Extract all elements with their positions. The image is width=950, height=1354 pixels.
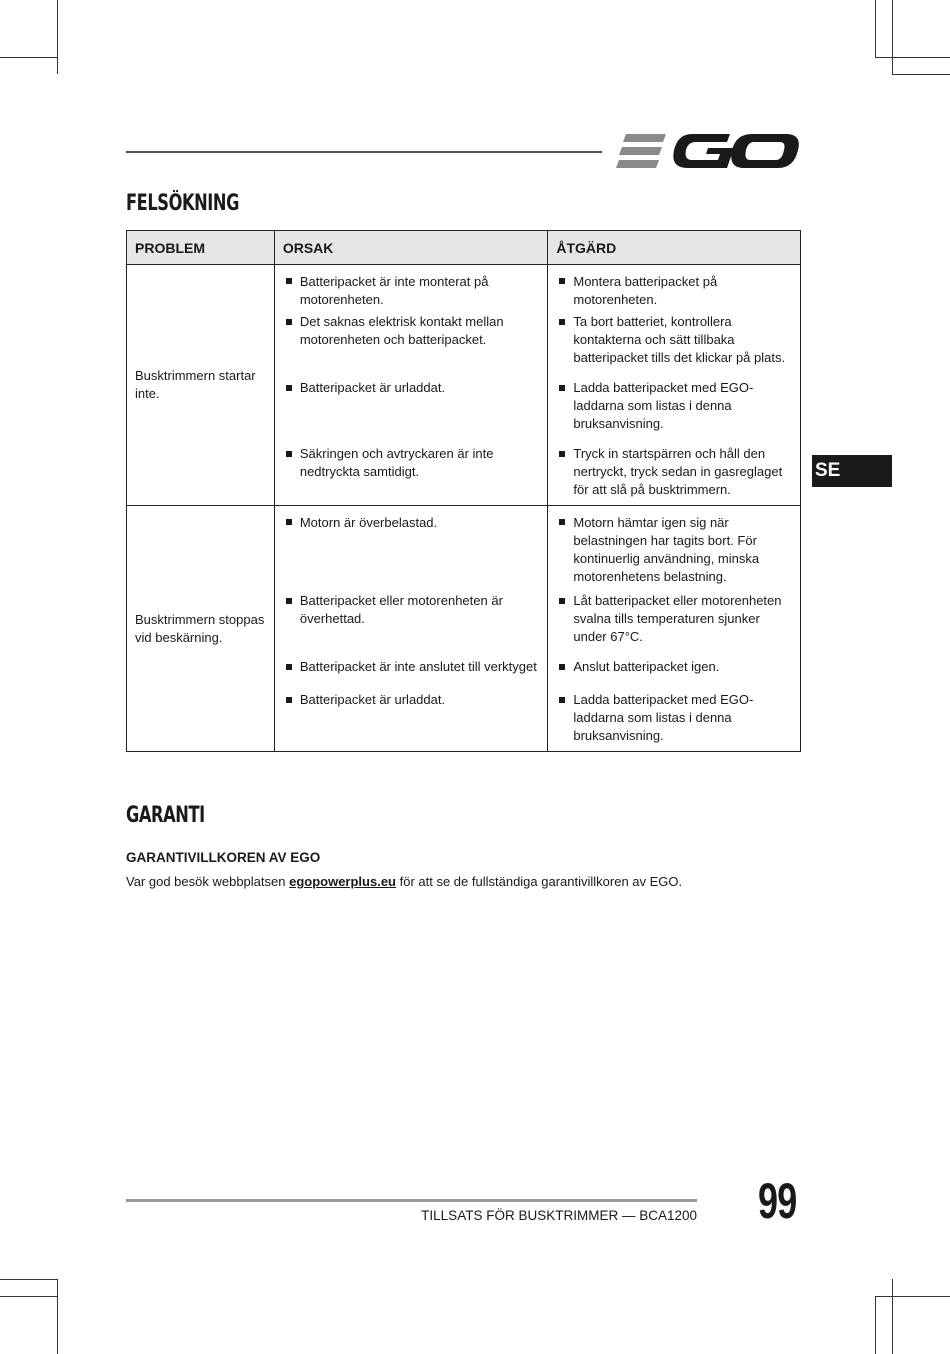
crop-mark xyxy=(875,0,876,57)
cause-item: Batteripacket är urladdat. xyxy=(275,379,548,445)
crop-mark xyxy=(0,1296,57,1297)
column-header-cause: ORSAK xyxy=(274,231,548,265)
cause-cell xyxy=(274,658,548,691)
table-row xyxy=(127,506,801,593)
crop-mark xyxy=(875,57,950,58)
cause-cell xyxy=(274,445,548,506)
action-item: Ladda batteripacket med EGO-laddarna som listas i denna bruksanvisning. xyxy=(548,379,800,445)
troubleshooting-table xyxy=(126,230,801,752)
cause-cell xyxy=(274,691,548,752)
crop-mark xyxy=(875,1296,950,1297)
ego-logo xyxy=(616,128,802,174)
cause-cell xyxy=(274,592,548,658)
troubleshooting-title: FELSÖKNING xyxy=(126,191,240,216)
cause-item: Säkringen och avtryckaren är inte nedtryckta samtidigt. xyxy=(275,445,548,505)
action-cell xyxy=(548,658,801,691)
warranty-link[interactable]: egopowerplus.eu xyxy=(289,874,396,889)
action-item: Låt batteripacket eller motorenheten svalna tills temperaturen sjunker under 67°C. xyxy=(548,592,800,658)
action-item: Ta bort batteriet, kontrollera kontakterna och sätt tillbaka batteripacket tills det klickar på plats. xyxy=(548,313,800,379)
footer-rule xyxy=(126,1199,697,1202)
cause-cell xyxy=(274,313,548,379)
problem-cell: Busktrimmern startar inte. xyxy=(127,265,275,506)
action-cell xyxy=(548,445,801,506)
warranty-text: Var god besök webbplatsen egopowerplus.eu för att se de fullständiga garantivillkoren av EGO. xyxy=(126,874,683,889)
cause-item: Motorn är överbelastad. xyxy=(275,506,548,592)
cause-item: Batteripacket är inte anslutet till verktyget xyxy=(275,658,548,691)
page-number: 99 xyxy=(758,1173,797,1229)
crop-mark xyxy=(57,0,58,74)
crop-mark xyxy=(875,1296,876,1354)
cause-item: Batteripacket eller motorenheten är överhettad. xyxy=(275,592,548,658)
cause-cell xyxy=(274,379,548,445)
action-item: Ladda batteripacket med EGO-laddarna som listas i denna bruksanvisning. xyxy=(548,691,800,751)
cause-item: Batteripacket är inte monterat på motorenheten. xyxy=(275,265,548,313)
table-row xyxy=(127,265,801,314)
action-cell xyxy=(548,265,801,314)
cause-cell xyxy=(274,506,548,593)
action-cell xyxy=(548,313,801,379)
crop-mark xyxy=(892,0,893,74)
action-item: Tryck in startspärren och håll den nertryckt, tryck sedan in gasreglaget för att slå på busktrimmern. xyxy=(548,445,800,505)
crop-mark xyxy=(892,1279,893,1354)
action-item: Montera batteripacket på motorenheten. xyxy=(548,265,800,313)
footer-text: TILLSATS FÖR BUSKTRIMMER — BCA1200 xyxy=(421,1208,697,1223)
crop-mark xyxy=(892,74,950,75)
column-header-problem: PROBLEM xyxy=(127,231,275,265)
language-tab: SE xyxy=(812,455,892,487)
cause-item: Det saknas elektrisk kontakt mellan motorenheten och batteripacket. xyxy=(275,313,548,379)
crop-mark xyxy=(0,1279,57,1280)
action-item: Anslut batteripacket igen. xyxy=(548,658,800,691)
action-cell xyxy=(548,691,801,752)
problem-cell: Busktrimmern stoppas vid beskärning. xyxy=(127,506,275,752)
cause-item: Batteripacket är urladdat. xyxy=(275,691,548,751)
header-rule xyxy=(126,151,602,153)
action-cell xyxy=(548,506,801,593)
column-header-action: ÅTGÄRD xyxy=(548,231,801,265)
cause-cell xyxy=(274,265,548,314)
crop-mark xyxy=(57,1279,58,1354)
action-item: Motorn hämtar igen sig när belastningen har tagits bort. För kontinuerlig användning, minska motorenhetens belastning. xyxy=(548,506,800,592)
crop-mark xyxy=(0,57,57,58)
warranty-title: GARANTI xyxy=(126,803,205,828)
action-cell xyxy=(548,379,801,445)
table-header-row xyxy=(127,231,801,265)
warranty-subtitle: GARANTIVILLKOREN AV EGO xyxy=(126,850,321,865)
action-cell xyxy=(548,592,801,658)
